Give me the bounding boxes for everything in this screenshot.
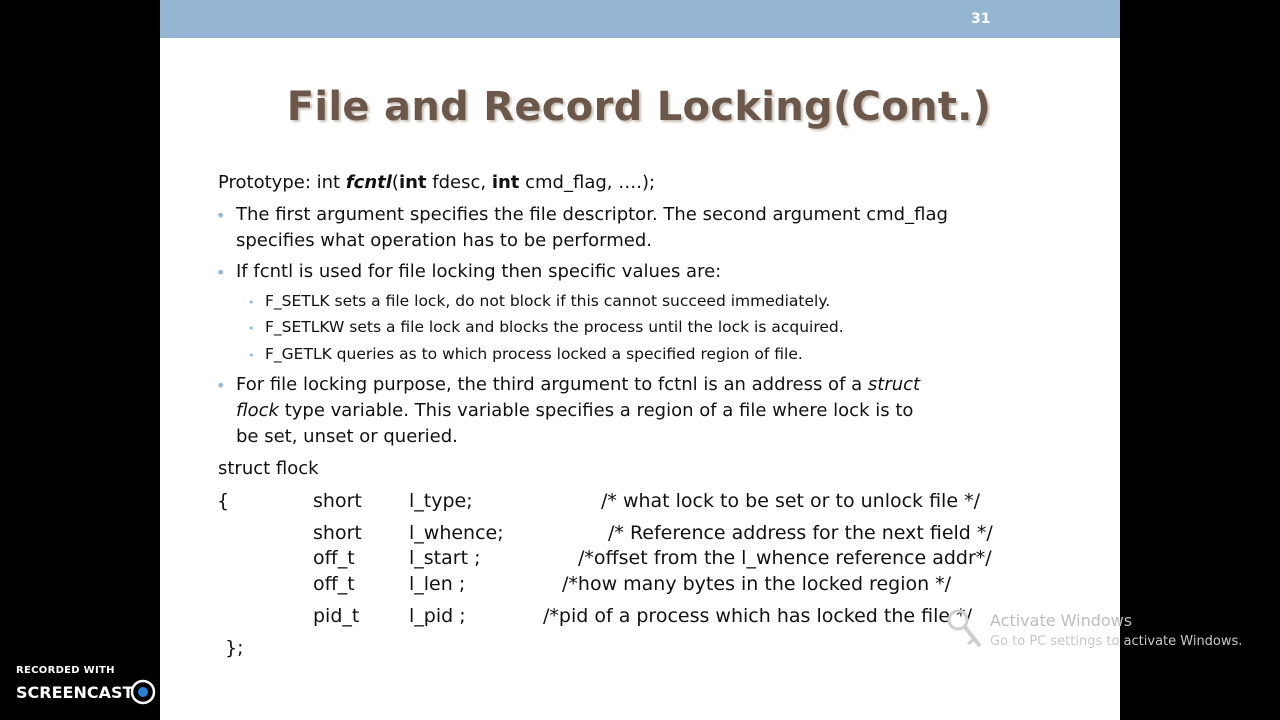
sub-bullet-marker: • [248, 296, 255, 309]
bullet-3-text-b: type variable. This variable specifies a region of a file where lock is to [278, 400, 914, 421]
screencast-logo-icon [130, 679, 156, 705]
prototype-label: Prototype: int [218, 172, 346, 193]
bullet-3-struct-word: struct [867, 374, 921, 395]
slide-header-bar [160, 0, 1120, 38]
bullet-3-line-2 [236, 400, 913, 421]
field-comment: /* Reference address for the next field */ [608, 522, 993, 544]
field-name: l_start ; [409, 547, 481, 569]
field-comment: /*offset from the l_whence reference addr*/ [578, 547, 992, 569]
bullet-1-line-1: The first argument specifies the file descriptor. The second argument cmd_flag [236, 204, 948, 225]
prototype-line [218, 172, 655, 193]
key-icon [944, 606, 984, 650]
sub-bullet-marker: • [248, 322, 255, 335]
field-name: l_type; [409, 490, 473, 512]
bullet-marker: • [216, 263, 226, 282]
field-type: pid_t [313, 605, 360, 627]
bullet-3-line-3: be set, unset or queried. [236, 426, 458, 447]
field-name: l_whence; [409, 522, 504, 544]
struct-header: struct flock [218, 458, 319, 479]
struct-close-brace: }; [225, 637, 244, 659]
prototype-func: fcntl [345, 172, 392, 193]
prototype-arg2: cmd_flag, ….); [519, 172, 656, 193]
bullet-marker: • [216, 206, 226, 225]
slide-number: 31 [971, 11, 991, 27]
field-comment: /* what lock to be set or to unlock file */ [601, 490, 980, 512]
activate-windows-title: Activate Windows [990, 611, 1133, 630]
slide-title: File and Record Locking(Cont.) [286, 84, 992, 130]
recorder-brand-left: SCREENCAST [16, 683, 134, 702]
field-comment: /*pid of a process which has locked the file */ [543, 605, 973, 627]
bullet-3-line-1 [236, 374, 920, 395]
field-type: off_t [313, 547, 355, 569]
prototype-arg1: fdesc, [426, 172, 492, 193]
sub-bullet-setlk: F_SETLK sets a file lock, do not block if this cannot succeed immediately. [265, 292, 831, 310]
bullet-2-line-1: If fcntl is used for file locking then specific values are: [236, 261, 722, 282]
recorder-brand-right: MATIC [162, 683, 218, 702]
sub-bullet-setlkw: F_SETLKW sets a file lock and blocks the process until the lock is acquired. [265, 318, 844, 336]
activate-windows-subtitle: Go to PC settings to activate Windows. [990, 634, 1243, 649]
sub-bullet-marker: • [248, 349, 255, 362]
field-name: l_len ; [409, 573, 466, 595]
field-type: off_t [313, 573, 355, 595]
prototype-kw2: int [491, 172, 520, 193]
field-type: short [313, 522, 362, 544]
bullet-marker: • [216, 376, 226, 395]
field-name: l_pid ; [409, 605, 466, 627]
prototype-kw1: int [398, 172, 427, 193]
field-comment: /*how many bytes in the locked region */ [562, 573, 952, 595]
bullet-1-line-2: specifies what operation has to be performed. [236, 230, 653, 251]
field-type: short [313, 490, 362, 512]
bullet-3-flock-word: flock [236, 400, 279, 421]
prototype-paren: ( [391, 172, 399, 193]
struct-open-brace: { [217, 490, 230, 512]
recorder-label: RECORDED WITH [16, 665, 115, 676]
sub-bullet-getlk: F_GETLK queries as to which process locked a specified region of file. [265, 345, 803, 363]
bullet-3-text-a: For file locking purpose, the third argument to fctnl is an address of a [236, 374, 868, 395]
